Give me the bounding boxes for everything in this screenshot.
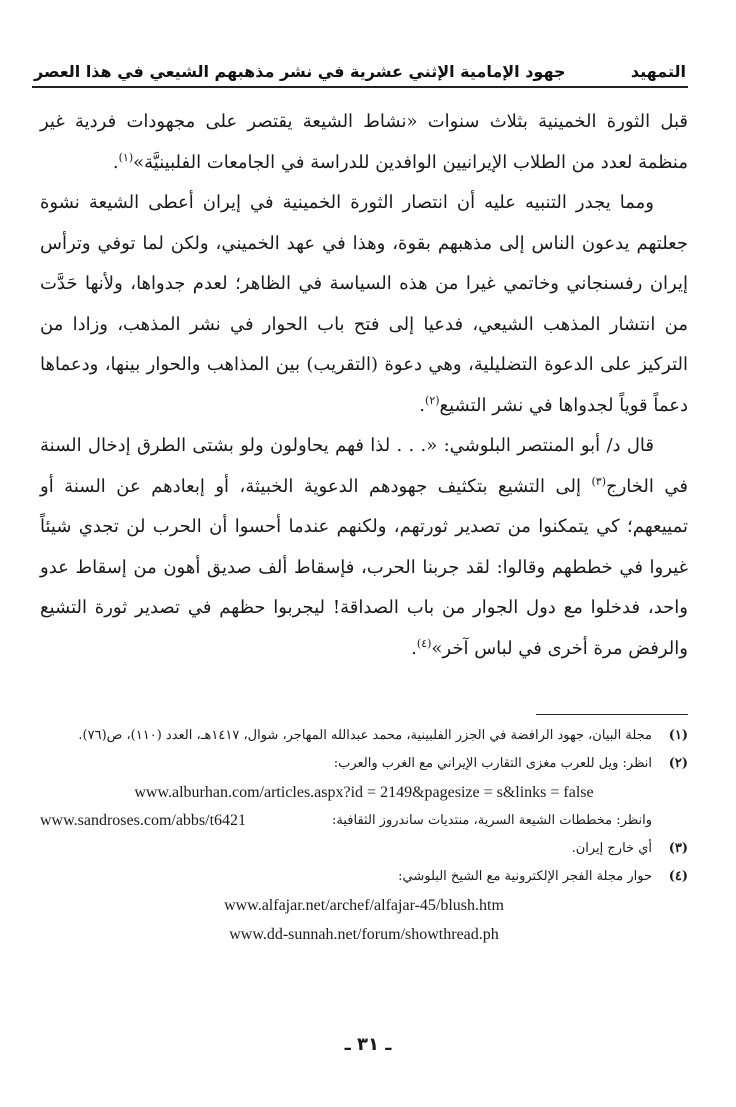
footnote-divider [536,714,688,715]
book-title: جهود الإمامية الإثني عشرية في نشر مذهبهم الشيعي في هذا العصر [34,61,566,81]
footnote-ref-3: (٣) [591,474,606,488]
footnote-url-sandroses[interactable]: www.sandroses.com/abbs/t6421 [40,812,247,829]
footnote-text: مجلة البيان، جهود الرافضة في الجزر الفلبينية، محمد عبدالله المهاجر، شوال، ١٤١٧هـ، العدد (١١٠)، ص(٧٦). [78,728,652,743]
footnote-url-alburhan[interactable]: www.alburhan.com/articles.aspx?id = 2149&pagesize = s&links = false [134,784,594,801]
footnote-number: (١) [668,728,688,743]
paragraph-3: قال د/ أبو المنتصر البلوشي: «. . . لذا فهم يحاولون ولو بشتى الطرق إدخال السنة في الخارج$^{(٣)}$ إلى التشيع بتكثيف جهودهم الدعوية الخبيثة، أو إبعادهم عن السنة أو تمييعهم؛ كي يتمكنوا من تصدير ثورتهم، ولكنهم عندما أحسوا أن الحرب لن تجدي شيئاً غيروا في خططهم وقالوا: لقد جربنا الحرب، فإسقاط ألف صديق أهون من إسقاط عدو واحد، فدخلوا مع دول الجوار من باب الصداقة! ليجربوا حظهم في تصدير ثورة التشيع والرفض مرة أخرى في لباس آخر»$^{(٤)}$. [40,435,688,659]
footnote-ref-4: (٤) [416,636,432,650]
footnote-4 [40,863,688,891]
footnote-ref-1: (١) [118,150,134,164]
footnote-text: حوار مجلة الفجر الإلكترونية مع الشيخ البلوشي: [398,869,652,884]
paragraph-2: ومما يجدر التنبيه عليه أن انتصار الثورة الخمينية في إيران أعطى الشيعة نشوة جعلتهم يدعون الناس إلى مذهبهم بقوة، وهذا في عهد الخميني، ولكن لما توفي وترأس إيران رفسنجاني وخاتمي غيرا من هذه السياسة في الظاهر؛ لعدم جدواها، ولأنها حَدَّت من انتشار المذهب الشيعي، فدعيا إلى فتح باب الحوار في نشر المذهب، وزادا من التركيز على الدعوة التضليلية، وهي دعوة (التقريب) بين المذاهب والحوار بينها، ودعماها دعماً قوياً لجدواها في نشر التشيع$^{(٢)}$. [40,192,689,416]
running-header [34,56,686,86]
footnote-number: (٤) [668,869,688,884]
page-number: ـ ٣١ ـ [344,1034,392,1055]
footnote-see-also: وانظر: مخططات الشيعة السرية، منتديات ساندروز الثقافية: [332,813,652,828]
chapter-title: التمهيد [630,61,686,81]
footnote-url-dd-sunnah[interactable]: www.dd-sunnah.net/forum/showthread.ph [229,926,499,943]
footnote-1 [40,722,688,750]
footnote-ref-2: (٢) [425,393,440,407]
header-divider [32,86,688,88]
footnote-text: أي خارج إيران. [571,841,652,856]
footnote-2 [40,750,688,778]
paragraph-1: قبل الثورة الخمينية بثلاث سنوات «نشاط الشيعة يقتصر على مجهودات فردية غير منظمة لعدد من الطلاب الإيرانيين الوافدين للدراسة في الجامعات الفلبينيَّة»$^{(١)}$. [40,111,688,173]
footnote-number: (٢) [668,756,688,771]
footnotes [40,722,688,949]
footnote-text: انظر: ويل للعرب مغزى التقارب الإيراني مع الغرب والعرب: [333,756,652,771]
main-text [40,102,688,669]
footnote-number: (٣) [668,841,688,856]
footnote-url-alfajar[interactable]: www.alfajar.net/archef/alfajar-45/blush.htm [224,897,504,914]
footnote-3 [40,835,688,863]
